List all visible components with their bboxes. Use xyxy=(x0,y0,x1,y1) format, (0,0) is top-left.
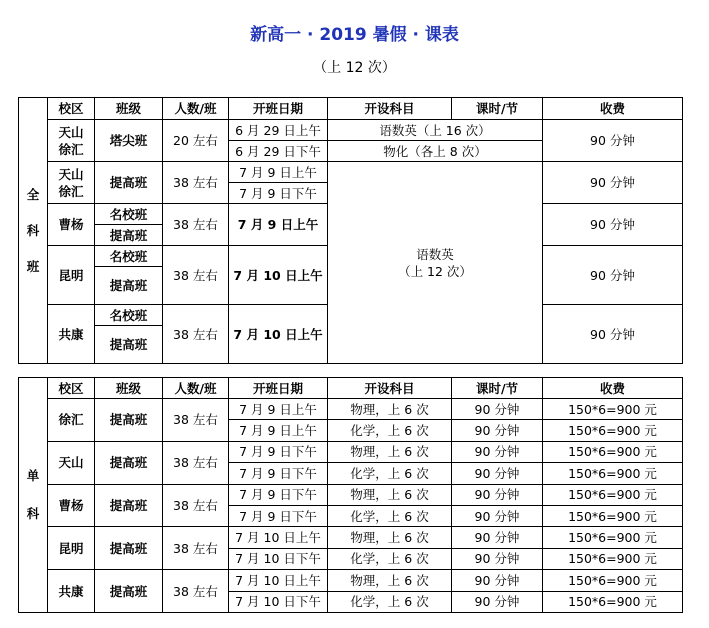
hours-cell: 90 分钟 xyxy=(452,591,543,612)
hours-cell: 90 分钟 xyxy=(452,420,543,441)
date-cell: 7 月 9 日下午 xyxy=(229,441,328,462)
date-cell: 7 月 10 日上午 xyxy=(229,305,328,364)
class-cell: 提高班 xyxy=(95,162,163,204)
header-subject: 开设科目 xyxy=(328,98,452,120)
class-cell: 塔尖班 xyxy=(95,120,163,162)
hours-cell: 90 分钟 xyxy=(543,204,683,246)
class-cell: 提高班 xyxy=(95,441,163,484)
page-title: 新高一 · 2019 暑假 · 课表 xyxy=(250,25,459,45)
hours-cell: 90 分钟 xyxy=(452,548,543,569)
hours-cell: 90 分钟 xyxy=(452,484,543,505)
subject-cell: 化学，上 6 次 xyxy=(328,463,452,484)
full-subject-table xyxy=(18,97,683,364)
size-cell: 20 左右 xyxy=(163,120,229,162)
date-cell: 7 月 10 日上午 xyxy=(229,527,328,548)
subject-cell: 化学，上 6 次 xyxy=(328,591,452,612)
hours-cell: 90 分钟 xyxy=(452,463,543,484)
hours-cell: 90 分钟 xyxy=(452,570,543,591)
fee-cell: 150*6=900 元 xyxy=(543,420,683,441)
size-cell: 38 左右 xyxy=(163,441,229,484)
class-cell: 提高班 xyxy=(95,225,163,246)
merged-subject-cell: 语数英 （上 12 次） xyxy=(328,162,543,364)
size-cell: 38 左右 xyxy=(163,570,229,613)
fee-cell: 150*6=900 元 xyxy=(543,399,683,420)
hours-cell: 90 分钟 xyxy=(452,399,543,420)
subject-cell: 物理，上 6 次 xyxy=(328,399,452,420)
campus-cell: 昆明 xyxy=(48,246,95,305)
header-fee: 收费 xyxy=(543,98,683,120)
subject-cell: 物理，上 6 次 xyxy=(328,527,452,548)
date-cell: 7 月 9 日下午 xyxy=(229,463,328,484)
subject-cell: 物理，上 6 次 xyxy=(328,484,452,505)
hours-cell: 90 分钟 xyxy=(543,305,683,364)
campus-cell: 曹杨 xyxy=(48,204,95,246)
hours-cell: 90 分钟 xyxy=(452,505,543,526)
size-cell: 38 左右 xyxy=(163,246,229,305)
header-campus: 校区 xyxy=(48,98,95,120)
subject-cell: 化学，上 6 次 xyxy=(328,420,452,441)
fee-cell: 150*6=900 元 xyxy=(543,484,683,505)
campus-cell: 天山 徐汇 xyxy=(48,162,95,204)
full-subject-side-label: 全 科 班 xyxy=(19,98,48,364)
header-fee: 收费 xyxy=(543,378,683,399)
class-cell: 名校班 xyxy=(95,246,163,267)
date-cell: 7 月 9 日上午 xyxy=(229,162,328,183)
class-cell: 提高班 xyxy=(95,326,163,364)
fee-cell: 150*6=900 元 xyxy=(543,441,683,462)
header-start-date: 开班日期 xyxy=(229,378,328,399)
fee-cell: 150*6=900 元 xyxy=(543,463,683,484)
single-subject-table xyxy=(18,377,683,613)
size-cell: 38 左右 xyxy=(163,305,229,364)
date-cell: 7 月 9 日下午 xyxy=(229,183,328,204)
header-size: 人数/班 xyxy=(163,98,229,120)
class-cell: 提高班 xyxy=(95,527,163,570)
date-cell: 7 月 10 日下午 xyxy=(229,548,328,569)
campus-cell: 昆明 xyxy=(48,527,95,570)
hours-cell: 90 分钟 xyxy=(452,527,543,548)
class-cell: 提高班 xyxy=(95,484,163,527)
class-cell: 提高班 xyxy=(95,570,163,613)
date-cell: 7 月 9 日上午 xyxy=(229,420,328,441)
size-cell: 38 左右 xyxy=(163,204,229,246)
header-hours: 课时/节 xyxy=(452,98,543,120)
subject-cell: 物理，上 6 次 xyxy=(328,570,452,591)
header-size: 人数/班 xyxy=(163,378,229,399)
hours-cell: 90 分钟 xyxy=(543,246,683,305)
size-cell: 38 左右 xyxy=(163,484,229,527)
size-cell: 38 左右 xyxy=(163,162,229,204)
date-cell: 6 月 29 日上午 xyxy=(229,120,328,141)
fee-cell: 150*6=900 元 xyxy=(543,505,683,526)
campus-cell: 共康 xyxy=(48,305,95,364)
campus-cell: 天山 xyxy=(48,441,95,484)
campus-cell: 共康 xyxy=(48,570,95,613)
subject-cell: 物化（各上 8 次） xyxy=(328,141,543,162)
header-class: 班级 xyxy=(95,98,163,120)
hours-cell: 90 分钟 xyxy=(452,441,543,462)
date-cell: 7 月 9 日下午 xyxy=(229,505,328,526)
subject-cell: 化学，上 6 次 xyxy=(328,548,452,569)
header-class: 班级 xyxy=(95,378,163,399)
fee-cell: 150*6=900 元 xyxy=(543,570,683,591)
subject-cell: 物理，上 6 次 xyxy=(328,441,452,462)
subject-cell: 化学，上 6 次 xyxy=(328,505,452,526)
date-cell: 6 月 29 日下午 xyxy=(229,141,328,162)
class-cell: 名校班 xyxy=(95,204,163,225)
campus-cell: 徐汇 xyxy=(48,399,95,442)
date-cell: 7 月 9 日上午 xyxy=(229,399,328,420)
hours-cell: 90 分钟 xyxy=(543,162,683,204)
size-cell: 38 左右 xyxy=(163,399,229,442)
date-cell: 7 月 10 日上午 xyxy=(229,570,328,591)
date-cell: 7 月 10 日上午 xyxy=(229,246,328,305)
size-cell: 38 左右 xyxy=(163,527,229,570)
campus-cell: 天山 徐汇 xyxy=(48,120,95,162)
fee-cell: 150*6=900 元 xyxy=(543,527,683,548)
page-subtitle: （上 12 次） xyxy=(313,60,396,76)
hours-cell: 90 分钟 xyxy=(543,120,683,162)
date-cell: 7 月 10 日下午 xyxy=(229,591,328,612)
subject-cell: 语数英（上 16 次） xyxy=(328,120,543,141)
fee-cell: 150*6=900 元 xyxy=(543,548,683,569)
class-cell: 提高班 xyxy=(95,399,163,442)
fee-cell: 150*6=900 元 xyxy=(543,591,683,612)
class-cell: 提高班 xyxy=(95,267,163,305)
header-campus: 校区 xyxy=(48,378,95,399)
single-subject-side-label: 单 科 xyxy=(19,378,48,613)
class-cell: 名校班 xyxy=(95,305,163,326)
header-subject: 开设科目 xyxy=(328,378,452,399)
header-hours: 课时/节 xyxy=(452,378,543,399)
campus-cell: 曹杨 xyxy=(48,484,95,527)
date-cell: 7 月 9 日下午 xyxy=(229,484,328,505)
header-start-date: 开班日期 xyxy=(229,98,328,120)
date-cell: 7 月 9 日上午 xyxy=(229,204,328,246)
